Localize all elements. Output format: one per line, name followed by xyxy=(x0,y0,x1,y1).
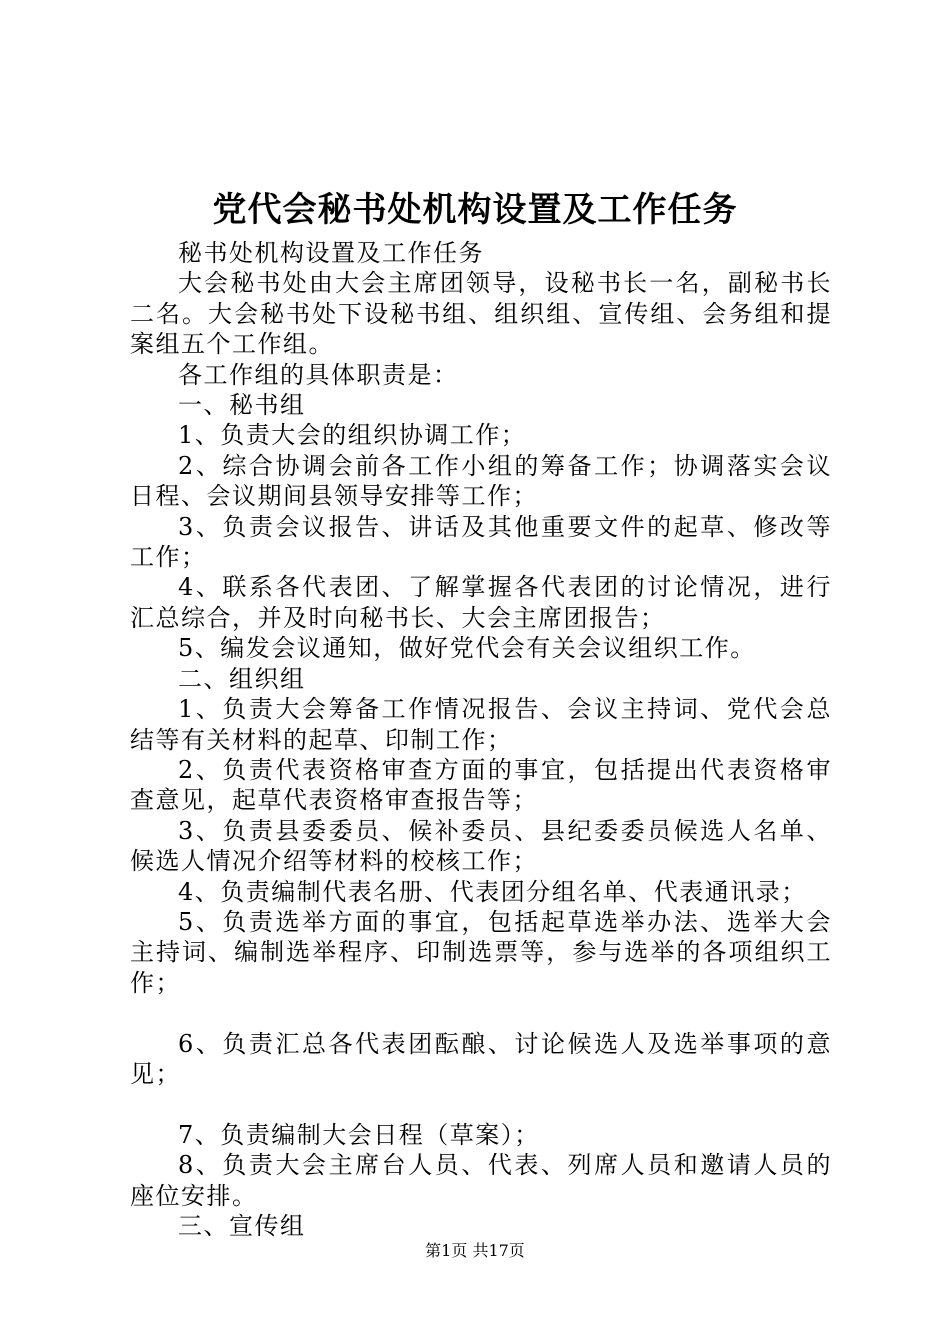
section-heading-publicity-group: 三、宣传组 xyxy=(178,1211,306,1240)
list-item: 7、负责编制大会日程（草案）； xyxy=(178,1120,540,1149)
section-heading-secretary-group: 一、秘书组 xyxy=(178,391,306,420)
list-item: 8、负责大会主席台人员、代表、列席人员和邀请人员的座位安排。 xyxy=(130,1151,832,1210)
list-item: 6、负责汇总各代表团酝酿、讨论候选人及选举事项的意见； xyxy=(130,1029,832,1088)
list-item: 3、负责县委委员、候补委员、县纪委委员候选人名单、候选人情况介绍等材料的校核工作； xyxy=(130,816,832,876)
list-item: 4、联系各代表团、了解掌握各代表团的讨论情况，进行汇总综合，并及时向秘书长、大会主席团报告； xyxy=(130,573,832,632)
list-item: 4、负责编制代表名册、代表团分组名单、代表通讯录； xyxy=(178,877,807,906)
paragraph-intro: 大会秘书处由大会主席团领导，设秘书长一名，副秘书长二名。大会秘书处下设秘书组、组织组、宣传组、会务组和提案组五个工作组。 xyxy=(130,269,832,359)
list-item: 2、综合协调会前各工作小组的筹备工作；协调落实会议日程、会议期间县领导安排等工作； xyxy=(130,451,832,511)
page-number-footer: 第1页 共17页 xyxy=(425,1241,525,1260)
paragraph-subtitle: 秘书处机构设置及工作任务 xyxy=(178,239,484,267)
list-item: 3、负责会议报告、讲话及其他重要文件的起草、修改等工作； xyxy=(130,512,832,572)
document-body xyxy=(130,238,832,1241)
list-item: 5、编发会议通知，做好党代会有关会议组织工作。 xyxy=(178,634,756,663)
list-item: 1、负责大会筹备工作情况报告、会议主持词、党代会总结等有关材料的起草、印制工作； xyxy=(130,695,832,754)
list-item: 1、负责大会的组织协调工作； xyxy=(178,421,527,450)
page-title: 党代会秘书处机构设置及工作任务 xyxy=(212,190,738,230)
section-heading-organization-group: 二、组织组 xyxy=(178,664,306,693)
list-item: 5、负责选举方面的事宜，包括起草选举办法、选举大会主持词、编制选举程序、印制选票等，参与选举的各项组织工作； xyxy=(130,907,832,997)
list-item: 2、负责代表资格审查方面的事宜，包括提出代表资格审查意见，起草代表资格审查报告等； xyxy=(130,755,832,815)
paragraph-duties-lead: 各工作组的具体职责是： xyxy=(178,360,459,389)
